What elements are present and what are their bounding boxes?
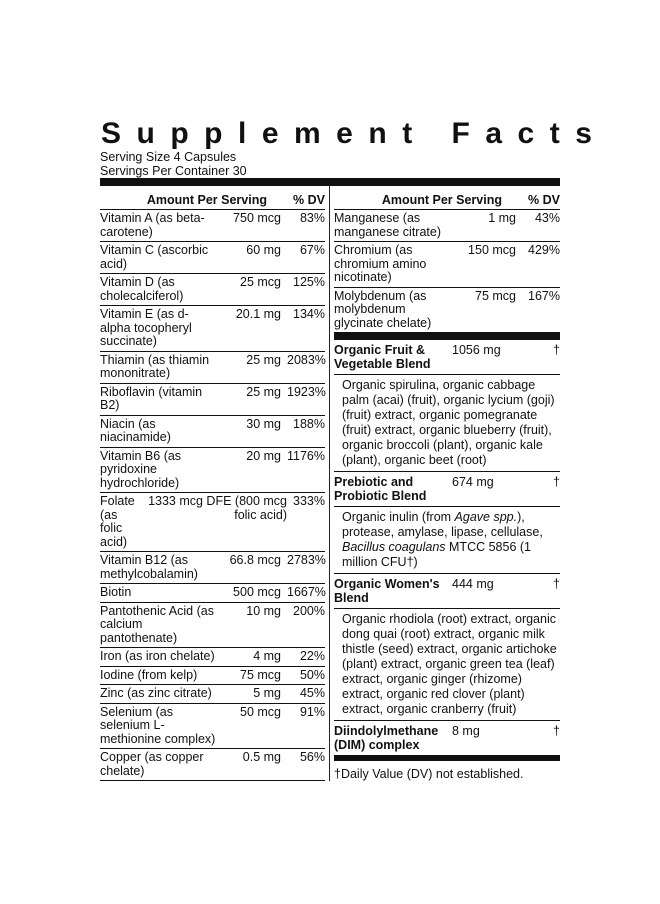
blend-header xyxy=(334,340,560,375)
nutrient-amount: 20.1 mg xyxy=(235,307,281,321)
blend-header xyxy=(334,574,560,609)
nutrient-amount: 10 mg xyxy=(246,603,281,618)
nutrient-name: Iron (as iron chelate) xyxy=(100,649,215,663)
nutrient-row xyxy=(100,242,325,274)
dv-header: % DV xyxy=(293,193,325,207)
panel-title: Supplement Facts xyxy=(101,117,608,150)
nutrient-row xyxy=(100,416,325,448)
nutrient-amount: 1 mg xyxy=(488,211,516,225)
nutrient-amount: 25 mcg xyxy=(240,275,281,289)
nutrient-row xyxy=(100,685,325,704)
nutrient-dv: 188% xyxy=(293,416,325,431)
blend-ingredients xyxy=(334,507,560,574)
nutrient-amount: 750 mcg xyxy=(233,211,281,225)
nutrient-name: Chromium (as chromium amino nicotinate) xyxy=(334,243,427,284)
nutrient-name: Vitamin C (ascorbic acid) xyxy=(100,243,209,271)
serving-size: Serving Size 4 Capsules xyxy=(100,150,237,164)
nutrient-amount: 60 mg xyxy=(246,243,281,257)
nutrient-row xyxy=(100,603,325,649)
left-rows xyxy=(100,210,325,781)
nutrient-row xyxy=(100,384,325,416)
nutrient-row xyxy=(100,210,325,242)
blend-name: Organic Women's Blend xyxy=(334,577,440,605)
nutrient-name: Vitamin B12 (as methylcobalamin) xyxy=(100,553,198,581)
blend-name: Prebiotic and Probiotic Blend xyxy=(334,475,427,503)
nutrient-amount: 5 mg xyxy=(253,686,281,700)
nutrient-amount: 50 mcg xyxy=(240,704,281,719)
nutrient-name: Vitamin B6 (as pyridoxine hydrochloride) xyxy=(100,448,182,490)
nutrient-row xyxy=(334,288,560,334)
nutrient-dv: 83% xyxy=(299,211,325,225)
nutrient-amount: 1333 mcg DFE (800 mcg folic acid) xyxy=(148,494,288,522)
blend-amount: 444 mg xyxy=(452,577,494,591)
right-column xyxy=(334,186,560,781)
section-bar xyxy=(334,333,560,340)
nutrient-dv: 1176% xyxy=(287,448,325,463)
nutrient-dv: 125% xyxy=(293,275,325,289)
servings-per-container: Servings Per Container 30 xyxy=(100,164,247,178)
nutrient-name: Iodine (from kelp) xyxy=(100,667,198,682)
nutrient-name: Molybdenum (as molybdenum glycinate chelate) xyxy=(334,288,432,330)
nutrient-amount: 150 mcg xyxy=(468,243,516,257)
ingredient-italic: Agave spp. xyxy=(454,510,518,524)
right-rows xyxy=(334,210,560,333)
nutrient-name: Vitamin D (as cholecalciferol) xyxy=(100,275,184,303)
nutrient-dv: 56% xyxy=(299,750,325,764)
nutrient-row xyxy=(334,210,560,242)
blend-dv: † xyxy=(553,343,560,357)
nutrient-dv: 429% xyxy=(528,243,560,257)
nutrient-name: Riboflavin (vitamin B2) xyxy=(100,384,203,412)
nutrient-amount: 0.5 mg xyxy=(242,750,281,764)
nutrient-amount: 20 mg xyxy=(246,448,281,463)
nutrient-row xyxy=(334,242,560,288)
dv-header: % DV xyxy=(528,193,560,207)
nutrient-amount: 25 mg xyxy=(246,352,281,367)
nutrient-dv: 50% xyxy=(299,667,325,682)
blend-name: Diindolylmethane (DIM) complex xyxy=(334,724,439,752)
nutrient-amount: 4 mg xyxy=(253,649,281,663)
nutrient-row xyxy=(100,648,325,667)
nutrient-dv: 45% xyxy=(299,686,325,700)
columns xyxy=(100,186,560,786)
nutrient-amount: 66.8 mcg xyxy=(229,553,281,567)
nutrient-dv: 333% xyxy=(293,494,325,508)
nutrient-name: Manganese (as manganese citrate) xyxy=(334,211,442,239)
nutrient-name: Zinc (as zinc citrate) xyxy=(100,686,212,700)
nutrient-amount: 25 mg xyxy=(246,384,281,399)
blend-amount: 8 mg xyxy=(452,724,480,738)
nutrient-dv: 22% xyxy=(299,649,325,663)
blend-dv: † xyxy=(553,577,560,591)
nutrient-dv: 134% xyxy=(293,307,325,321)
ingredient-text: ), protease, amylase, lipase, cellulase, xyxy=(342,510,543,539)
nutrient-name: Folate (as folic acid) xyxy=(100,494,135,549)
nutrient-dv: 2783% xyxy=(287,553,326,567)
nutrient-row xyxy=(100,352,325,384)
footnote: †Daily Value (DV) not established. xyxy=(334,767,524,781)
top-bar xyxy=(100,178,560,186)
nutrient-dv: 67% xyxy=(299,243,325,257)
nutrient-name: Selenium (as selenium L-methionine complex) xyxy=(100,704,216,746)
nutrient-name: Vitamin E (as d-alpha tocopheryl succinate) xyxy=(100,307,192,348)
nutrient-row xyxy=(100,274,325,306)
amount-header: Amount Per Serving xyxy=(381,193,502,207)
nutrient-dv: 43% xyxy=(534,211,560,225)
nutrient-row xyxy=(100,749,325,781)
nutrient-name: Vitamin A (as beta-carotene) xyxy=(100,211,205,239)
left-column xyxy=(100,186,325,781)
nutrient-dv: 1667% xyxy=(287,585,326,599)
column-divider xyxy=(329,186,330,781)
nutrient-dv: 91% xyxy=(299,704,325,719)
nutrient-row xyxy=(100,667,325,686)
supplement-facts-panel xyxy=(100,117,608,786)
blend-amount: 674 mg xyxy=(452,475,494,489)
nutrient-row xyxy=(100,493,325,552)
nutrient-name: Niacin (as niacinamide) xyxy=(100,416,171,444)
nutrient-amount: 75 mcg xyxy=(240,667,281,682)
ingredient-text: Organic inulin (from xyxy=(342,510,455,524)
nutrient-row xyxy=(100,448,325,494)
nutrient-row xyxy=(100,306,325,352)
ingredient-italic: Bacillus coagulans xyxy=(342,540,446,554)
nutrient-row xyxy=(100,704,325,750)
nutrient-name: Biotin xyxy=(100,585,132,599)
nutrient-row xyxy=(100,584,325,603)
nutrient-amount: 30 mg xyxy=(246,416,281,431)
blend-amount: 1056 mg xyxy=(452,343,501,357)
ingredient-text: MTCC 5856 (1 million CFU†) xyxy=(342,540,531,569)
nutrient-amount: 75 mcg xyxy=(475,288,516,303)
nutrient-amount: 500 mcg xyxy=(233,585,281,599)
blend-ingredients: Organic rhodiola (root) extract, organic dong quai (root) extract, organic milk thistle (seed) extract, organic artichoke (plant) extract, organic green tea (leaf) extract, organic ginger (rhizome) extract, organic red clover (plant) extract, organic cranberry (fruit) xyxy=(334,609,560,721)
nutrient-row xyxy=(100,552,325,584)
blend-name: Organic Fruit & Vegetable Blend xyxy=(334,343,431,371)
nutrient-dv: 1923% xyxy=(287,384,326,399)
blend-header xyxy=(334,472,560,507)
blend-ingredients: Organic spirulina, organic cabbage palm (acai) (fruit), organic lycium (goji) (fruit) extract, organic pomegranate (fruit) extract, organic blueberry (fruit), organic broccoli (plant), organic kale (plant), organic beet (root) xyxy=(334,375,560,472)
blend-dv: † xyxy=(553,475,560,489)
nutrient-dv: 2083% xyxy=(287,352,326,367)
nutrient-name: Pantothenic Acid (as calcium pantothenate) xyxy=(100,603,214,645)
amount-header: Amount Per Serving xyxy=(146,193,267,207)
blend-dv: † xyxy=(553,724,560,738)
nutrient-name: Copper (as copper chelate) xyxy=(100,750,204,778)
blend-header xyxy=(334,721,560,755)
nutrient-dv: 200% xyxy=(293,603,325,618)
nutrient-dv: 167% xyxy=(528,288,560,303)
right-header xyxy=(334,186,560,210)
nutrient-name: Thiamin (as thiamin mononitrate) xyxy=(100,352,210,380)
left-header xyxy=(100,186,325,210)
